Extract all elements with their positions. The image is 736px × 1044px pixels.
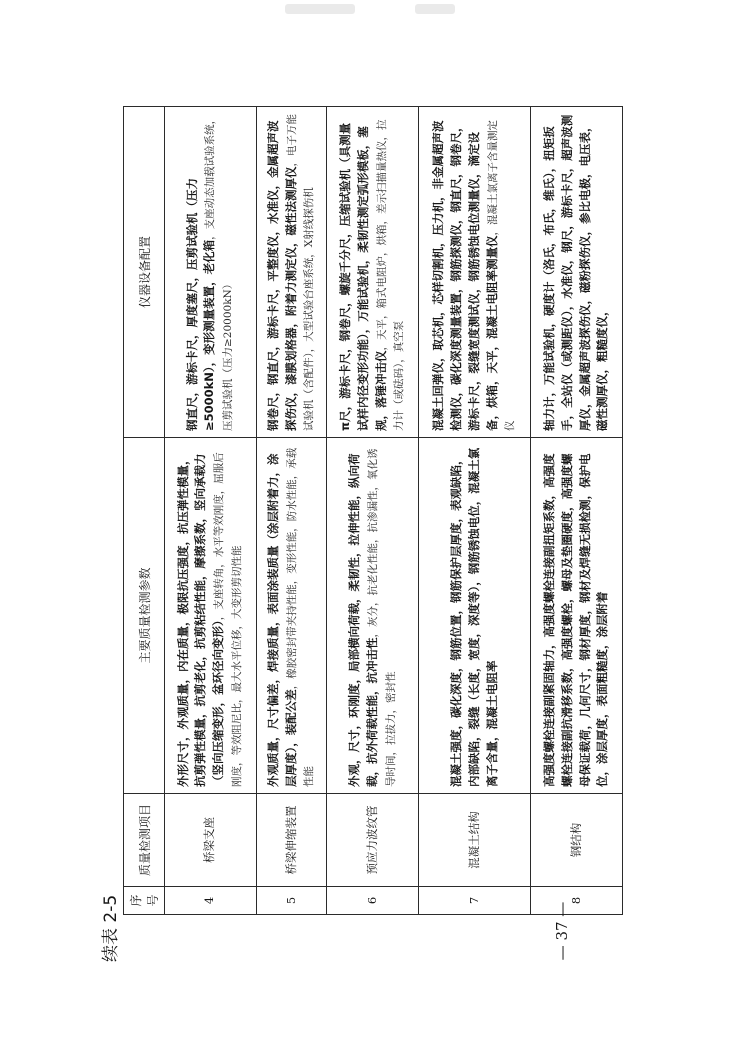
row-number: 5 (256, 887, 327, 915)
params-required: 外观，尺寸，环刚度，局部横向荷载，柔韧性，拉伸性能，纵向荷载，抗外荷载性能，抗冲击性 (346, 453, 379, 787)
header-no: 序号 (124, 887, 165, 915)
rotated-table-container (123, 107, 623, 915)
table-row (165, 107, 257, 915)
params-optional: ，支座转角，水平等效刚度，屈服后刚度，等效阻尼比，最大水平位移，大变形剪切性能 (213, 452, 244, 787)
row-item: 混凝土结构 (418, 794, 530, 887)
equip-optional: ，支座动态加载试验系统，压剪试验机（压力≥20000kN） (204, 113, 235, 431)
equip-required: 钢卷尺，钢直尺，游标卡尺，平整度仪，水准仪，金属超声波探伤仪，漆膜划格器，附着力测定仪，磁性法测厚仪 (265, 120, 298, 431)
row-equipment (531, 107, 623, 438)
row-params (418, 438, 530, 794)
row-params (531, 438, 623, 794)
equip-required: 轴力计，万能试验机，硬度计（洛氏，布氏，维氏），扭矩扳手，全站仪（或测距仪），水准仪，钢尺，游标卡尺，超声波测厚仪，金属超声波探伤仪，磁粉探伤仪，参比电极，电压表，磁性测厚仪，粗糙度仪， (542, 114, 610, 431)
table-row (327, 107, 419, 915)
equip-required: 混凝土回弹仪，取芯机，芯样切割机，压力机，非金属超声波检测仪，碳化深度测量装置，钢筋探测仪，钢直尺，钢卷尺，游标卡尺，裂缝宽度测试仪，钢筋锈蚀电位测量仪，滴定设备，烘箱，天平，混凝土电阻率测量仪 (431, 120, 499, 431)
table-row (418, 107, 530, 915)
params-optional: ，橡胶密封带夹持性能，变形性能，防水性能，承载性能 (285, 447, 316, 787)
row-equipment (256, 107, 327, 438)
equip-optional: ，混凝土氯离子含量测定仪 (486, 120, 517, 431)
table-header-row (124, 107, 165, 915)
row-item: 预应力波纹管 (327, 794, 419, 887)
row-item: 桥梁支座 (165, 794, 257, 887)
table-caption: 续表 2-5 (101, 894, 121, 962)
params-required: 外观质量，尺寸偏差，焊接质量，表面涂装质量（涂层附着力，涂层厚度），装配公差 (265, 453, 298, 787)
row-number: 4 (165, 887, 257, 915)
row-number: 6 (327, 887, 419, 915)
row-number: 8 (531, 887, 623, 915)
params-required: 混凝土强度，碳化深度，钢筋位置，钢筋保护层厚度，表观缺陷，内部缺陷，裂缝（长度，宽度，深度等），钢筋锈蚀电位，混凝土氯离子含量，混凝土电阻率 (448, 447, 499, 787)
page-number: — 37 — (553, 901, 571, 961)
row-params (327, 438, 419, 794)
scan-smudge (415, 4, 455, 14)
row-params (256, 438, 327, 794)
params-required: 高强度螺栓连接副紧固轴力，高强度螺栓连接副扭矩系数，高强度螺栓连接副抗滑移系数，高强度螺栓，螺母及垫圈硬度，高强度螺母保证载荷，几何尺寸，钢材厚度，钢材及焊缝无损检测，保护电位，涂层厚度，表面粗糙度，涂层附着 (542, 453, 610, 787)
row-equipment (418, 107, 530, 438)
table-row (531, 107, 623, 915)
equip-optional: ，电子万能试验机（含配件），大型试验台座系统，X射线探伤机 (285, 114, 316, 431)
row-equipment (327, 107, 419, 438)
params-optional: ，灰分，抗老化性能，抗渗漏性，氧化诱导时间，拉拔力，密封性 (366, 448, 397, 787)
row-item: 钢结构 (531, 794, 623, 887)
scan-smudge (285, 4, 355, 14)
table-row (256, 107, 327, 915)
params-required: 外形尺寸，外观质量，内在质量，极限抗压强度，抗压弹性模量，抗剪弹性模量，抗剪老化，抗剪粘结性能，摩擦系数，竖向承载力（竖向压缩变形，盆环径向变形） (175, 453, 226, 787)
row-equipment (165, 107, 257, 438)
equip-required: π尺，游标卡尺，钢卷尺，螺旋千分尺，压缩试验机（具测量试样内径变形功能），万能试验机，柔韧性测定弧形模板，塞规，落锤冲击仪 (338, 122, 388, 431)
equip-required: 钢直尺，游标卡尺，厚度塞尺，压剪试验机（压力≥5000kN），变形测量装置，老化箱 (184, 178, 217, 431)
header-params: 主要质量检测参数 (124, 438, 165, 794)
header-equipment: 仪器设备配置 (124, 107, 165, 438)
row-params (165, 438, 257, 794)
header-item: 质量检测项目 (124, 794, 165, 887)
row-number: 7 (418, 887, 530, 915)
row-item: 桥梁伸缩装置 (256, 794, 327, 887)
equip-optional: ，天平，箱式电阻炉，烘箱，差示扫描量热仪，拉力计（或砝码），真空泵 (375, 119, 406, 431)
inspection-table (123, 106, 623, 915)
